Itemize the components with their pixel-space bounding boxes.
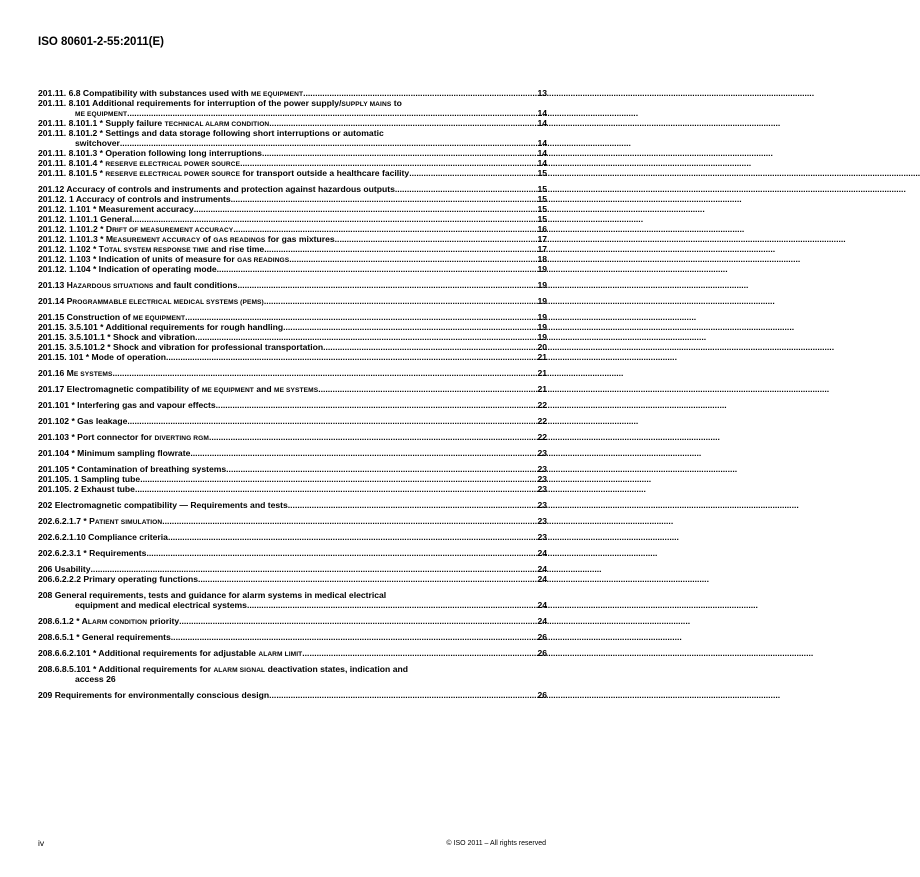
toc-entry[interactable] xyxy=(38,384,547,394)
toc-page-number: 20 xyxy=(537,342,547,352)
toc-entry-title: 201.15. 101 * Mode of operation xyxy=(38,352,166,362)
toc-entry-title: 201.12. 1.104 * Indication of operating mode xyxy=(38,264,217,274)
toc-entry-title: 201.12. 1.103 * Indication of units of measure for GAS READINGS xyxy=(38,254,290,264)
toc-page-number: 23 xyxy=(537,474,547,484)
toc-entry[interactable] xyxy=(38,474,547,484)
document-header: ISO 80601-2-55:2011(E) xyxy=(38,36,164,48)
toc-page-number: 23 xyxy=(537,448,547,458)
toc-entry[interactable] xyxy=(38,108,547,118)
toc-page-number: 23 xyxy=(537,532,547,542)
toc-entry-title: switchover xyxy=(75,138,120,148)
dot-leader xyxy=(288,500,538,510)
toc-page-number: 17 xyxy=(537,244,547,254)
dot-leader xyxy=(264,296,538,306)
dot-leader xyxy=(237,280,537,290)
dot-leader xyxy=(302,648,537,658)
dot-leader xyxy=(171,632,538,642)
toc-entry-title: 201.11. 8.101.2 * Settings and data storage following short interruptions or automatic xyxy=(38,128,384,138)
toc-entry[interactable] xyxy=(38,400,547,410)
dot-leader xyxy=(226,464,537,474)
dot-leader xyxy=(195,332,537,342)
toc-entry[interactable] xyxy=(38,590,547,600)
toc-entry[interactable] xyxy=(38,674,547,684)
toc-entry[interactable] xyxy=(38,244,547,254)
toc-entry[interactable] xyxy=(38,204,547,214)
toc-entry[interactable] xyxy=(38,632,547,642)
dot-leader xyxy=(127,108,537,118)
toc-entry-title: ME EQUIPMENT xyxy=(75,111,128,118)
dot-leader xyxy=(132,214,537,224)
toc-page-number: 17 xyxy=(537,234,547,244)
toc-page-number: 26 xyxy=(537,690,547,700)
toc-entry[interactable] xyxy=(38,128,547,138)
dot-leader xyxy=(233,224,537,234)
toc-page-number: 23 xyxy=(537,500,547,510)
toc-entry-title: 201.11. 8.101 Additional requirements for interruption of the power supply/SUPPLY MAINS to xyxy=(38,98,402,108)
toc-page-number: 22 xyxy=(537,432,547,442)
toc-entry-title: 201.13 HAZARDOUS SITUATIONS and fault conditions xyxy=(38,280,238,290)
toc-entry[interactable] xyxy=(38,148,547,158)
toc-entry-title: 201.101 * Interfering gas and vapour effects xyxy=(38,400,216,410)
toc-entry[interactable] xyxy=(38,616,547,626)
dot-leader xyxy=(318,384,537,394)
toc-page-number: 24 xyxy=(537,600,547,610)
toc-entry-title: 201.102 * Gas leakage xyxy=(38,416,128,426)
toc-entry[interactable] xyxy=(38,158,547,168)
toc-entry[interactable] xyxy=(38,500,547,510)
toc-page-number: 24 xyxy=(537,564,547,574)
toc-entry-title: 201.12. 1.101.1 General xyxy=(38,214,133,224)
toc-entry-title: 208.6.6.2.101 * Additional requirements for adjustable ALARM LIMIT xyxy=(38,648,303,658)
toc-entry[interactable] xyxy=(38,332,547,342)
toc-entry-title: 201.12. 1.101 * Measurement accuracy xyxy=(38,204,194,214)
toc-entry[interactable] xyxy=(38,464,547,474)
dot-leader xyxy=(185,312,537,322)
toc-page-number: 14 xyxy=(537,138,547,148)
dot-leader xyxy=(269,118,537,128)
toc-entry[interactable] xyxy=(38,168,547,178)
toc-entry-title: 202.6.2.1.7 * PATIENT SIMULATION xyxy=(38,516,163,526)
dot-leader xyxy=(166,352,537,362)
toc-entry[interactable] xyxy=(38,416,547,426)
toc-entry[interactable] xyxy=(38,254,547,264)
toc-entry[interactable] xyxy=(38,118,547,128)
toc-page-number: 15 xyxy=(537,184,547,194)
toc-page-number: 14 xyxy=(537,158,547,168)
toc-page-number: 26 xyxy=(537,648,547,658)
toc-entry-title: 201.12. 1 Accuracy of controls and instruments xyxy=(38,194,231,204)
toc-entry[interactable] xyxy=(38,432,547,442)
toc-entry-title: 201.12. 1.102 * TOTAL SYSTEM RESPONSE TIME and rise time xyxy=(38,244,265,254)
toc-page-number: 21 xyxy=(537,384,547,394)
toc-entry-title: 201.105. 1 Sampling tube xyxy=(38,474,141,484)
dot-leader xyxy=(303,88,537,98)
toc-entry-title: 201.105 * Contamination of breathing systems xyxy=(38,464,227,474)
toc-page-number: 15 xyxy=(537,204,547,214)
toc-entry[interactable] xyxy=(38,322,547,332)
toc-entry-title: 206 Usability xyxy=(38,564,91,574)
dot-leader xyxy=(395,184,538,194)
toc-entry[interactable] xyxy=(38,600,547,610)
toc-entry[interactable] xyxy=(38,690,547,700)
dot-leader xyxy=(289,254,537,264)
dot-leader xyxy=(120,138,538,148)
dot-leader xyxy=(179,616,537,626)
toc-page-number: 23 xyxy=(537,464,547,474)
toc-entry-title: 201.11. 8.101.4 * RESERVE ELECTRICAL POWER SOURCE xyxy=(38,158,241,168)
toc-entry-title: 202.6.2.1.10 Compliance criteria xyxy=(38,532,168,542)
toc-page-number: 24 xyxy=(537,574,547,584)
dot-leader xyxy=(240,158,537,168)
dot-leader xyxy=(323,342,537,352)
toc-page-number: 15 xyxy=(537,214,547,224)
toc-entry[interactable] xyxy=(38,342,547,352)
toc-page-number: 14 xyxy=(537,118,547,128)
toc-entry[interactable] xyxy=(38,664,547,674)
toc-entry-title: 201.15. 3.5.101.2 * Shock and vibration for professional transportation xyxy=(38,342,324,352)
dot-leader xyxy=(146,548,537,558)
dot-leader xyxy=(190,448,537,458)
dot-leader xyxy=(194,204,538,214)
toc-page-number: 15 xyxy=(537,168,547,178)
toc-page-number: 21 xyxy=(537,352,547,362)
toc-page-number: 18 xyxy=(537,254,547,264)
toc-entry[interactable] xyxy=(38,194,547,204)
dot-leader xyxy=(231,194,538,204)
toc-page-number: 26 xyxy=(537,632,547,642)
toc-page-number: 23 xyxy=(537,516,547,526)
toc-entry[interactable] xyxy=(38,264,547,274)
toc-entry[interactable] xyxy=(38,184,547,194)
toc-entry[interactable] xyxy=(38,564,547,574)
toc-entry-title: 208.6.1.2 * ALARM CONDITION priority xyxy=(38,616,180,626)
dot-leader xyxy=(269,690,537,700)
dot-leader xyxy=(168,532,538,542)
toc-entry-title: 201.16 ME SYSTEMS xyxy=(38,368,113,378)
dot-leader xyxy=(217,264,538,274)
toc-entry[interactable] xyxy=(38,98,547,108)
toc-page-number: 19 xyxy=(537,296,547,306)
toc-entry[interactable] xyxy=(38,214,547,224)
toc-page-number: 19 xyxy=(537,322,547,332)
dot-leader xyxy=(209,432,537,442)
toc-page-number: 24 xyxy=(537,548,547,558)
toc-entry[interactable] xyxy=(38,448,547,458)
toc-entry-title: 201.11. 6.8 Compatibility with substances used with ME EQUIPMENT xyxy=(38,88,304,98)
toc-entry-title: 201.104 * Minimum sampling flowrate xyxy=(38,448,191,458)
toc-entry[interactable] xyxy=(38,484,547,494)
dot-leader xyxy=(264,244,537,254)
toc-entry-title: access 26 xyxy=(75,674,116,684)
toc-entry[interactable] xyxy=(38,296,547,306)
copyright-notice: © ISO 2011 – All rights reserved xyxy=(446,840,546,847)
toc-entry-title: 202 Electromagnetic compatibility — Requirements and tests xyxy=(38,500,288,510)
toc-page-number: 24 xyxy=(537,616,547,626)
toc-page-number: 19 xyxy=(537,312,547,322)
toc-entry-title: 201.17 Electromagnetic compatibility of ME EQUIPMENT and ME SYSTEMS xyxy=(38,384,319,394)
dot-leader xyxy=(162,516,537,526)
toc-entry-title: 202.6.2.3.1 * Requirements xyxy=(38,548,147,558)
toc-page-number: 16 xyxy=(537,224,547,234)
dot-leader xyxy=(135,484,537,494)
toc-entry-title: 209 Requirements for environmentally conscious design xyxy=(38,690,270,700)
toc-entry[interactable] xyxy=(38,648,547,658)
toc-entry[interactable] xyxy=(38,516,547,526)
dot-leader xyxy=(409,168,537,178)
dot-leader xyxy=(140,474,537,484)
toc-entry-title: 208 General requirements, tests and guidance for alarm systems in medical electrical xyxy=(38,590,387,600)
toc-entry-title: 208.6.8.5.101 * Additional requirements for ALARM SIGNAL deactivation states, indication and xyxy=(38,664,408,674)
toc-entry[interactable] xyxy=(38,138,547,148)
dot-leader xyxy=(198,574,537,584)
toc-entry[interactable] xyxy=(38,548,547,558)
toc-page-number: 19 xyxy=(537,280,547,290)
toc-entry-title: equipment and medical electrical systems xyxy=(75,600,247,610)
page-number: iv xyxy=(38,838,45,848)
toc-page-number: 19 xyxy=(537,332,547,342)
toc-page-number: 14 xyxy=(537,148,547,158)
dot-leader xyxy=(91,564,538,574)
dot-leader xyxy=(216,400,538,410)
toc-entry-title: 201.103 * Port connector for DIVERTING RGM xyxy=(38,432,209,442)
toc-entry[interactable] xyxy=(38,224,547,234)
toc-entry[interactable] xyxy=(38,88,547,98)
toc-entry[interactable] xyxy=(38,368,547,378)
toc-entry-title: 206.6.2.2.2 Primary operating functions xyxy=(38,574,198,584)
toc-entry-title: 201.11. 8.101.3 * Operation following long interruptions xyxy=(38,148,262,158)
toc-entry-title: 201.12. 1.101.2 * DRIFT OF MEASUREMENT ACCURACY xyxy=(38,224,234,234)
toc-page-number: 14 xyxy=(537,108,547,118)
toc-entry[interactable] xyxy=(38,280,547,290)
toc-entry-title: 201.105. 2 Exhaust tube xyxy=(38,484,135,494)
toc-page-number: 22 xyxy=(537,416,547,426)
toc-entry-title: 201.12 Accuracy of controls and instruments and protection against hazardous outputs xyxy=(38,184,395,194)
table-of-contents xyxy=(38,88,547,700)
toc-entry-title: 201.11. 8.101.5 * RESERVE ELECTRICAL POWER SOURCE for transport outside a healthcare facility xyxy=(38,168,410,178)
dot-leader xyxy=(283,322,537,332)
dot-leader xyxy=(112,368,537,378)
dot-leader xyxy=(335,234,538,244)
toc-entry[interactable] xyxy=(38,574,547,584)
toc-page-number: 13 xyxy=(537,88,547,98)
toc-entry-title: 201.14 PROGRAMMABLE ELECTRICAL MEDICAL SYSTEMS (PEMS) xyxy=(38,296,264,306)
toc-entry-title: 208.6.5.1 * General requirements xyxy=(38,632,171,642)
dot-leader xyxy=(262,148,537,158)
toc-entry[interactable] xyxy=(38,234,547,244)
toc-entry-title: 201.12. 1.101.3 * MEASUREMENT ACCURACY of GAS READINGS for gas mixtures xyxy=(38,234,335,244)
toc-entry-title: 201.15 Construction of ME EQUIPMENT xyxy=(38,312,186,322)
toc-page-number: 19 xyxy=(537,264,547,274)
toc-page-number: 23 xyxy=(537,484,547,494)
toc-entry[interactable] xyxy=(38,352,547,362)
toc-page-number: 15 xyxy=(537,194,547,204)
dot-leader xyxy=(127,416,537,426)
toc-entry-title: 201.15. 3.5.101 * Additional requirements for rough handling xyxy=(38,322,284,332)
toc-entry-title: 201.11. 8.101.1 * Supply failure TECHNICAL ALARM CONDITION xyxy=(38,118,270,128)
dot-leader xyxy=(247,600,537,610)
toc-entry[interactable] xyxy=(38,312,547,322)
toc-page-number: 21 xyxy=(537,368,547,378)
toc-entry-title: 201.15. 3.5.101.1 * Shock and vibration xyxy=(38,332,196,342)
toc-entry[interactable] xyxy=(38,532,547,542)
toc-page-number: 22 xyxy=(537,400,547,410)
